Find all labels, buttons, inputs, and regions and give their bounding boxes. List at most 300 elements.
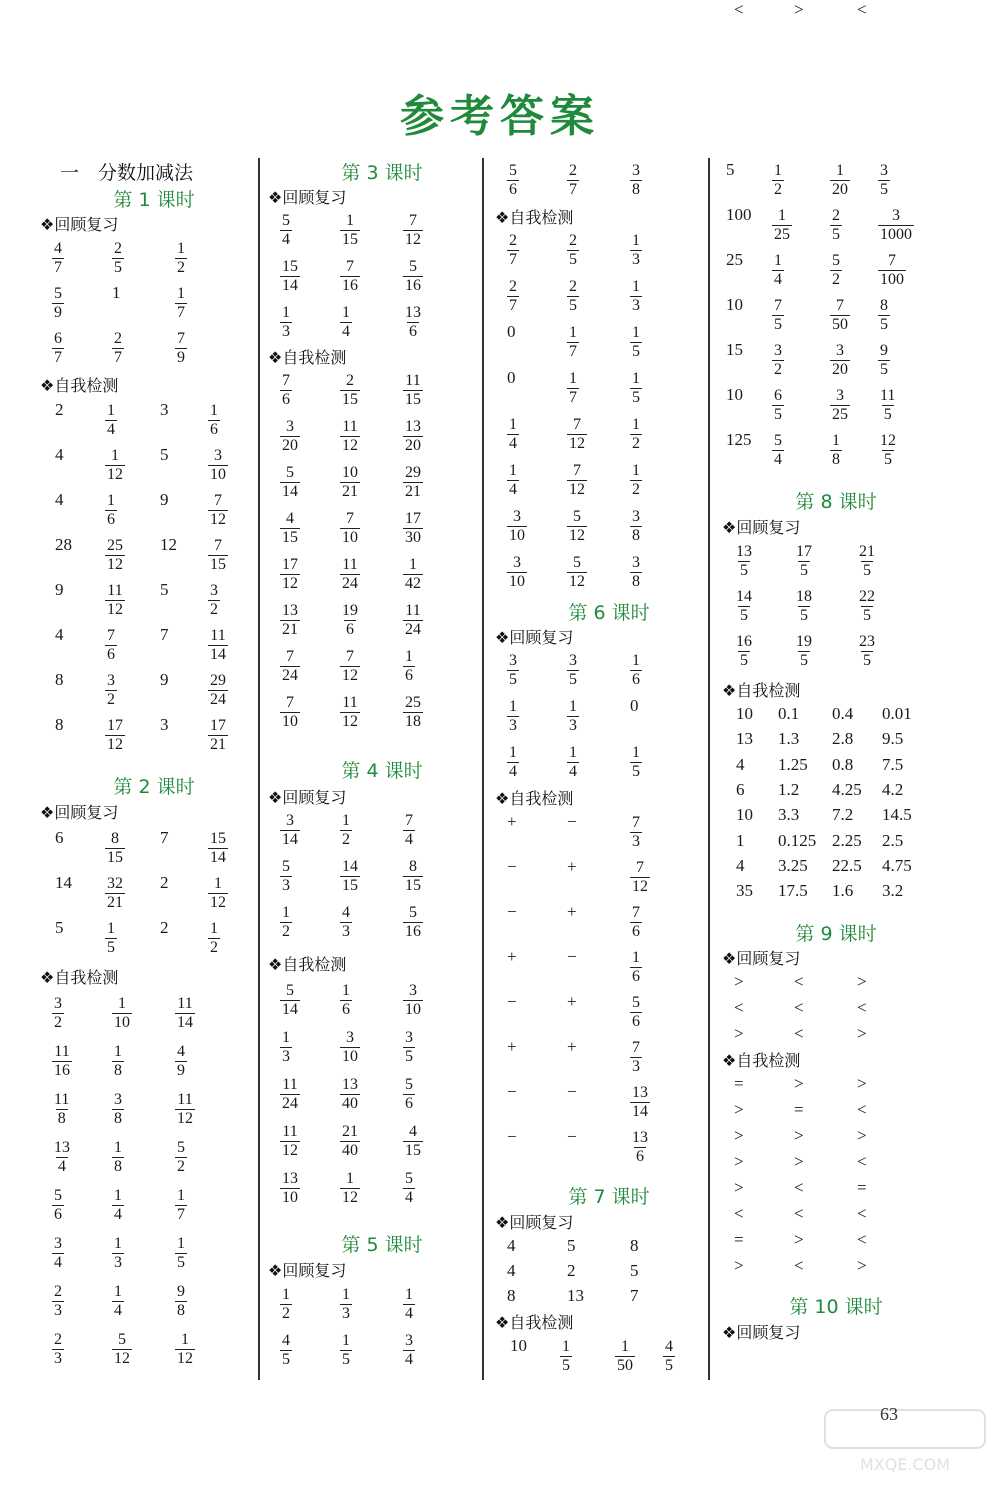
- fraction-answer: [830, 385, 850, 424]
- numerator: 2: [54, 1331, 62, 1348]
- denominator: 9: [177, 1062, 185, 1079]
- numerator: 1: [632, 744, 640, 761]
- answer-column-3: [495, 0, 723, 1489]
- denominator: 12: [282, 1142, 298, 1159]
- numerator: 2: [509, 232, 517, 249]
- lesson-heading: 第 4 课时: [341, 760, 423, 782]
- numerator: 1: [282, 304, 290, 321]
- denominator: 8: [177, 1302, 185, 1319]
- denominator: 4: [54, 1254, 62, 1271]
- fraction-answer: [52, 1233, 64, 1272]
- numerator: 25: [405, 694, 421, 711]
- numerator: 7: [836, 297, 844, 314]
- lesson-heading: 第 6 课时: [568, 602, 650, 624]
- numerator: 11: [54, 1043, 70, 1060]
- fraction-answer: [175, 238, 187, 277]
- column-divider: [482, 158, 484, 1380]
- denominator: 8: [632, 573, 640, 590]
- numerator: 1: [774, 162, 782, 179]
- page-number: 63: [880, 1404, 898, 1424]
- section-heading: ❖回顾复习: [268, 788, 347, 807]
- answer-value: 0: [507, 368, 516, 387]
- answer-value: 22.5: [832, 855, 862, 875]
- denominator: 5: [880, 361, 888, 378]
- denominator: 40: [342, 1095, 358, 1112]
- answer-value: 7.5: [882, 754, 904, 774]
- fraction-answer: [630, 902, 642, 941]
- answer-value: 1: [736, 830, 745, 850]
- fraction-answer: [280, 810, 300, 849]
- denominator: 6: [342, 1001, 350, 1018]
- section-heading: ❖自我检测: [495, 789, 574, 808]
- numerator: 7: [286, 648, 294, 665]
- denominator: 5: [880, 316, 888, 333]
- fraction-answer: [105, 400, 117, 439]
- fraction-answer: [175, 283, 187, 322]
- denominator: 5: [800, 562, 808, 579]
- answer-value: −: [507, 857, 517, 876]
- numerator: 14: [342, 858, 358, 875]
- fraction-answer: [340, 692, 360, 731]
- fraction-answer: [403, 256, 423, 295]
- fraction-answer: [794, 541, 814, 580]
- denominator: 5: [832, 226, 840, 243]
- denominator: 3: [54, 1302, 62, 1319]
- numerator: 5: [573, 554, 581, 571]
- denominator: 21: [210, 736, 226, 753]
- answer-value: 2: [567, 1261, 576, 1280]
- denominator: 4: [774, 451, 782, 468]
- numerator: 1: [177, 240, 185, 257]
- denominator: 42: [405, 575, 421, 592]
- numerator: 22: [859, 588, 875, 605]
- numerator: 1: [282, 1286, 290, 1303]
- answer-value: 5: [55, 918, 64, 937]
- denominator: 12: [342, 713, 358, 730]
- denominator: 5: [774, 406, 782, 423]
- denominator: 6: [632, 1013, 640, 1030]
- denominator: 5: [740, 607, 748, 624]
- answer-value: −: [507, 902, 517, 921]
- numerator: 1: [778, 207, 786, 224]
- fraction-answer: [507, 460, 519, 499]
- numerator: 1: [569, 744, 577, 761]
- fraction-answer: [52, 328, 64, 367]
- answer-value: >: [857, 972, 867, 991]
- fraction-answer: [567, 322, 579, 361]
- fraction-answer: [208, 535, 228, 574]
- denominator: 24: [210, 691, 226, 708]
- denominator: 4: [114, 1302, 122, 1319]
- fraction-answer: [105, 625, 117, 664]
- fraction-answer: [175, 1329, 195, 1368]
- answer-value: 4: [55, 625, 64, 644]
- fraction-answer: [175, 1089, 195, 1128]
- answer-value: 14: [55, 873, 72, 892]
- fraction-answer: [772, 250, 784, 289]
- fraction-answer: [403, 508, 423, 547]
- denominator: 21: [405, 483, 421, 500]
- numerator: 1: [342, 1286, 350, 1303]
- denominator: 12: [405, 231, 421, 248]
- fraction-answer: [280, 1027, 292, 1066]
- denominator: 5: [800, 607, 808, 624]
- numerator: 1: [632, 278, 640, 295]
- numerator: 7: [286, 694, 294, 711]
- numerator: 1: [509, 744, 517, 761]
- numerator: 25: [107, 537, 123, 554]
- answer-value: 100: [726, 205, 752, 224]
- denominator: 3: [114, 1254, 122, 1271]
- numerator: 2: [832, 207, 840, 224]
- denominator: 12: [282, 575, 298, 592]
- denominator: 5: [632, 763, 640, 780]
- numerator: 1: [632, 416, 640, 433]
- denominator: 12: [107, 466, 123, 483]
- answer-value: 10: [736, 805, 753, 825]
- numerator: 2: [114, 240, 122, 257]
- numerator: 4: [282, 1332, 290, 1349]
- denominator: 12: [342, 667, 358, 684]
- numerator: 1: [346, 212, 354, 229]
- lesson-heading: 第 1 课时: [113, 189, 195, 211]
- fraction-answer: [52, 1041, 72, 1080]
- answer-value: 0.125: [778, 830, 817, 850]
- numerator: 7: [282, 372, 290, 389]
- numerator: 3: [774, 342, 782, 359]
- denominator: 10: [114, 1014, 130, 1031]
- fraction-answer: [830, 250, 842, 289]
- fraction-answer: [403, 462, 423, 501]
- denominator: 5: [774, 316, 782, 333]
- answer-value: 7: [630, 1286, 639, 1305]
- answer-value: −: [567, 1082, 577, 1101]
- fraction-answer: [340, 1330, 352, 1369]
- fraction-answer: [52, 1281, 64, 1320]
- numerator: 1: [342, 812, 350, 829]
- fraction-answer: [280, 416, 300, 455]
- answer-value: >: [857, 1074, 867, 1093]
- numerator: 1: [632, 462, 640, 479]
- fraction-answer: [878, 250, 906, 289]
- fraction-answer: [772, 295, 784, 334]
- denominator: 25: [832, 406, 848, 423]
- numerator: 3: [632, 554, 640, 571]
- numerator: 17: [282, 556, 298, 573]
- denominator: 2: [177, 259, 185, 276]
- numerator: 5: [405, 1076, 413, 1093]
- denominator: 12: [342, 1189, 358, 1206]
- answer-value: +: [567, 902, 577, 921]
- denominator: 14: [210, 849, 226, 866]
- numerator: 3: [346, 1029, 354, 1046]
- numerator: 11: [107, 582, 123, 599]
- answer-value: >: [857, 1024, 867, 1043]
- fraction-answer: [52, 238, 64, 277]
- answer-value: 1.6: [832, 881, 854, 901]
- numerator: 1: [111, 447, 119, 464]
- denominator: 6: [632, 671, 640, 688]
- section-heading: ❖自我检测: [495, 208, 574, 227]
- fraction-answer: [403, 1168, 415, 1207]
- numerator: 1: [282, 904, 290, 921]
- fraction-answer: [567, 230, 579, 269]
- fraction-answer: [403, 1121, 423, 1160]
- fraction-answer: [403, 302, 423, 341]
- fraction-answer: [878, 205, 914, 244]
- numerator: 3: [836, 342, 844, 359]
- denominator: 5: [562, 1357, 570, 1374]
- denominator: 4: [569, 763, 577, 780]
- numerator: 1: [342, 304, 350, 321]
- numerator: 2: [569, 232, 577, 249]
- answer-value: +: [507, 1037, 517, 1056]
- answer-value: −: [507, 1082, 517, 1101]
- denominator: 14: [282, 831, 298, 848]
- denominator: 16: [405, 277, 421, 294]
- answer-value: 1: [112, 283, 121, 302]
- fraction-answer: [175, 1281, 187, 1320]
- answer-value: 6: [736, 779, 745, 799]
- numerator: 2: [509, 278, 517, 295]
- fraction-answer: [105, 715, 125, 754]
- numerator: 1: [509, 698, 517, 715]
- numerator: 1: [177, 1187, 185, 1204]
- fraction-answer: [403, 856, 423, 895]
- denominator: 5: [880, 181, 888, 198]
- numerator: 4: [286, 510, 294, 527]
- denominator: 12: [569, 481, 585, 498]
- numerator: 4: [409, 1123, 417, 1140]
- page-title: 参考答案: [400, 91, 600, 142]
- numerator: 1: [632, 652, 640, 669]
- answer-value: 1.3: [778, 729, 800, 749]
- denominator: 5: [740, 652, 748, 669]
- numerator: 29: [210, 672, 226, 689]
- denominator: 14: [632, 1103, 648, 1120]
- numerator: 7: [346, 510, 354, 527]
- numerator: 13: [632, 1129, 648, 1146]
- numerator: 7: [888, 252, 896, 269]
- answer-value: 14.5: [882, 805, 912, 825]
- fraction-answer: [615, 1336, 635, 1375]
- answer-column-4: [722, 0, 950, 1489]
- numerator: 5: [282, 858, 290, 875]
- fraction-answer: [280, 256, 300, 295]
- numerator: 3: [632, 508, 640, 525]
- numerator: 7: [632, 814, 640, 831]
- numerator: 7: [346, 258, 354, 275]
- answer-value: 2: [160, 918, 169, 937]
- fraction-answer: [857, 631, 877, 670]
- denominator: 8: [114, 1110, 122, 1127]
- fraction-answer: [340, 256, 360, 295]
- fraction-answer: [630, 812, 642, 851]
- numerator: 15: [210, 830, 226, 847]
- answer-value: >: [857, 1126, 867, 1145]
- fraction-answer: [772, 385, 784, 424]
- answer-value: 1.25: [778, 754, 808, 774]
- denominator: 4: [509, 763, 517, 780]
- fraction-answer: [208, 490, 228, 529]
- numerator: 5: [774, 432, 782, 449]
- denominator: 10: [342, 1048, 358, 1065]
- answer-value: 13: [567, 1286, 584, 1305]
- fraction-answer: [567, 650, 579, 689]
- fraction-answer: [507, 742, 519, 781]
- denominator: 5: [884, 451, 892, 468]
- numerator: 1: [621, 1338, 629, 1355]
- denominator: 3: [282, 323, 290, 340]
- numerator: 17: [796, 543, 812, 560]
- fraction-answer: [630, 506, 642, 545]
- answer-value: <: [794, 1204, 804, 1223]
- answer-value: 3: [160, 715, 169, 734]
- fraction-answer: [857, 541, 877, 580]
- numerator: 4: [54, 240, 62, 257]
- numerator: 11: [282, 1076, 298, 1093]
- numerator: 19: [342, 602, 358, 619]
- denominator: 1000: [880, 226, 912, 243]
- numerator: 1: [632, 324, 640, 341]
- lesson-heading: 第 2 课时: [113, 776, 195, 798]
- answer-value: 125: [726, 430, 752, 449]
- denominator: 10: [509, 573, 525, 590]
- denominator: 5: [800, 652, 808, 669]
- denominator: 16: [405, 923, 421, 940]
- denominator: 40: [342, 1142, 358, 1159]
- answer-value: 9: [55, 580, 64, 599]
- denominator: 5: [569, 297, 577, 314]
- fraction-answer: [567, 552, 587, 591]
- denominator: 21: [107, 894, 123, 911]
- fraction-answer: [630, 414, 642, 453]
- answer-value: >: [734, 1126, 744, 1145]
- denominator: 6: [405, 667, 413, 684]
- answer-value: 0.8: [832, 754, 854, 774]
- fraction-answer: [567, 368, 579, 407]
- denominator: 8: [57, 1110, 66, 1127]
- denominator: 7: [509, 251, 517, 268]
- numerator: 1: [114, 1139, 122, 1156]
- denominator: 3: [632, 833, 640, 850]
- denominator: 18: [405, 713, 421, 730]
- denominator: 10: [405, 1001, 421, 1018]
- fraction-answer: [630, 368, 642, 407]
- fraction-answer: [112, 1233, 124, 1272]
- fraction-answer: [507, 696, 519, 735]
- answer-value: 4: [55, 490, 64, 509]
- answer-value: >: [734, 1256, 744, 1275]
- fraction-answer: [112, 1041, 124, 1080]
- denominator: 5: [282, 1351, 290, 1368]
- fraction-answer: [567, 506, 587, 545]
- denominator: 3: [282, 877, 290, 894]
- numerator: 21: [859, 543, 875, 560]
- denominator: 4: [405, 1351, 413, 1368]
- denominator: 6: [107, 511, 115, 528]
- answer-value: 17.5: [778, 881, 808, 901]
- denominator: 4: [282, 231, 290, 248]
- numerator: 5: [286, 464, 294, 481]
- numerator: 7: [107, 627, 115, 644]
- fraction-answer: [403, 1284, 415, 1323]
- answer-value: 10: [736, 704, 753, 723]
- answer-value: <: [857, 1204, 867, 1223]
- denominator: 5: [569, 671, 577, 688]
- fraction-answer: [403, 600, 423, 639]
- denominator: 20: [405, 437, 421, 454]
- numerator: 6: [54, 330, 62, 347]
- denominator: 15: [342, 391, 358, 408]
- denominator: 3: [54, 1350, 62, 1367]
- denominator: 4: [509, 435, 517, 452]
- answer-value: 3: [160, 400, 169, 419]
- fraction-answer: [280, 462, 300, 501]
- answer-value: >: [794, 1126, 804, 1145]
- numerator: 7: [405, 812, 413, 829]
- fraction-answer: [878, 385, 897, 424]
- denominator: 12: [107, 556, 123, 573]
- answer-value: 5: [726, 160, 735, 179]
- fraction-answer: [105, 873, 125, 912]
- fraction-answer: [772, 340, 784, 379]
- denominator: 8: [114, 1062, 122, 1079]
- numerator: 2: [569, 162, 577, 179]
- fraction-answer: [280, 210, 292, 249]
- denominator: 2: [342, 831, 350, 848]
- numerator: 11: [342, 556, 358, 573]
- answer-value: >: [734, 1152, 744, 1171]
- answer-value: >: [857, 1256, 867, 1275]
- numerator: 3: [286, 812, 294, 829]
- answer-column-2: [268, 0, 496, 1489]
- fraction-answer: [208, 445, 228, 484]
- chapter-heading: 一 分数加减法: [60, 162, 194, 184]
- numerator: 1: [118, 995, 126, 1012]
- fraction-answer: [507, 506, 527, 545]
- denominator: 24: [342, 575, 358, 592]
- answer-value: +: [567, 1037, 577, 1056]
- numerator: 1: [177, 1235, 185, 1252]
- fraction-answer: [340, 1074, 360, 1113]
- numerator: 11: [405, 372, 421, 389]
- denominator: 15: [210, 556, 226, 573]
- answer-value: +: [567, 857, 577, 876]
- fraction-answer: [112, 1185, 124, 1224]
- fraction-answer: [630, 322, 642, 361]
- fraction-answer: [112, 1089, 124, 1128]
- numerator: 4: [177, 1043, 185, 1060]
- answer-value: 9.5: [882, 729, 904, 749]
- denominator: 10: [210, 466, 226, 483]
- numerator: 1: [107, 920, 115, 937]
- denominator: 5: [509, 671, 517, 688]
- numerator: 6: [774, 387, 782, 404]
- numerator: 18: [796, 588, 812, 605]
- numerator: 2: [346, 372, 354, 389]
- column-divider: [258, 158, 260, 1380]
- fraction-answer: [175, 1137, 187, 1176]
- denominator: 5: [863, 607, 871, 624]
- numerator: 3: [892, 207, 900, 224]
- denominator: 4: [114, 1206, 122, 1223]
- answer-value: 8: [630, 1236, 639, 1255]
- numerator: 1: [562, 1338, 570, 1355]
- fraction-answer: [507, 160, 519, 199]
- numerator: 5: [286, 982, 294, 999]
- denominator: 16: [54, 1062, 70, 1079]
